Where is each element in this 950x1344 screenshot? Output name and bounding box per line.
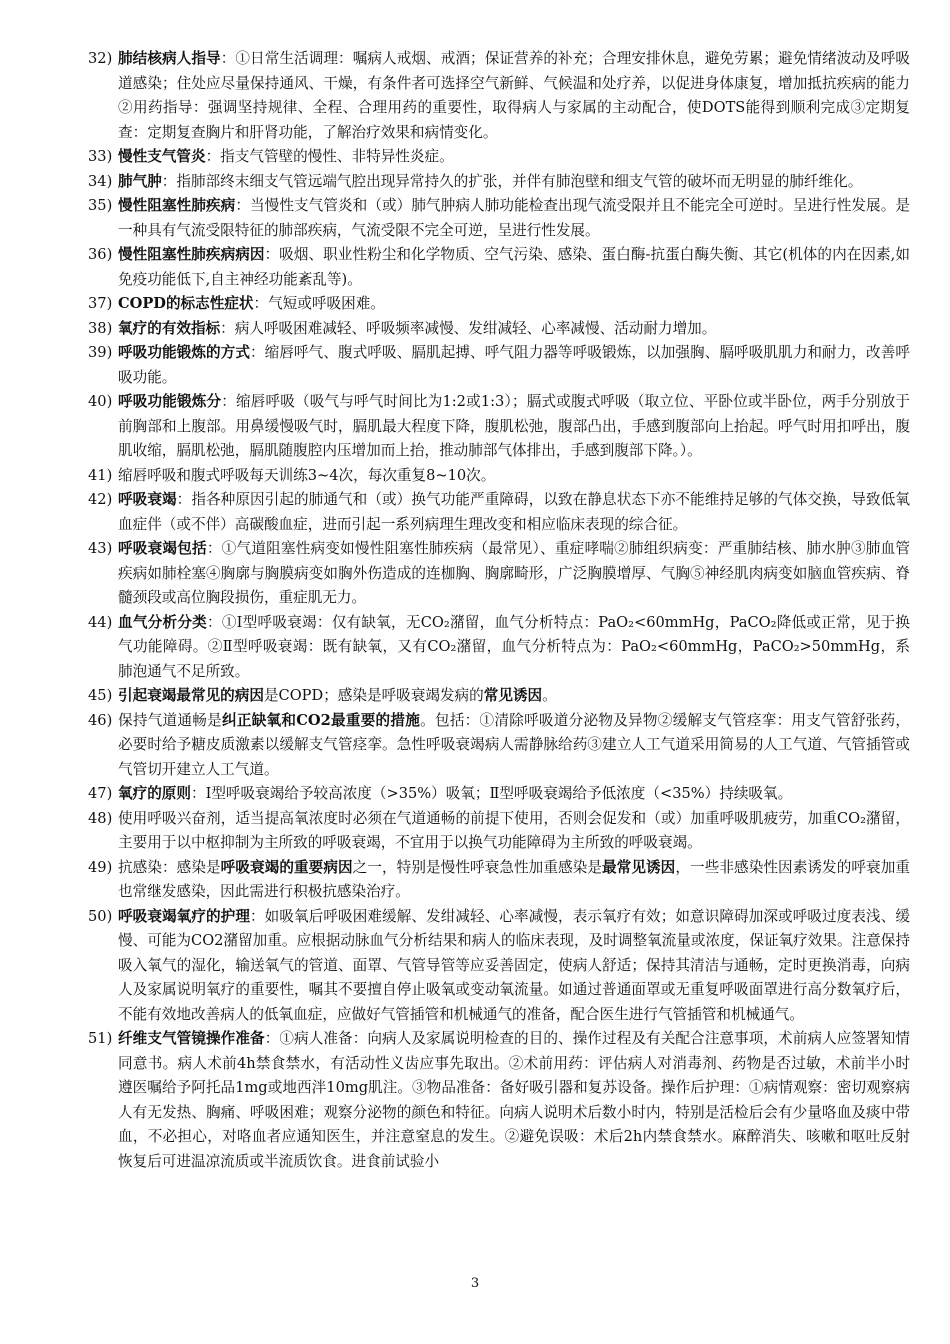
item-number: 40) (88, 393, 113, 410)
item-number: 47) (88, 785, 113, 802)
list-item (88, 194, 910, 243)
item-text (118, 488, 910, 537)
bold-term: 纤维支气管镜操作准备 (118, 1030, 265, 1047)
item-number: 45) (88, 687, 113, 704)
item-text (118, 782, 910, 807)
bold-term: 慢性阻塞性肺疾病病因 (118, 246, 265, 263)
item-text (118, 243, 910, 292)
item-number: 34) (88, 172, 113, 190)
item-text (118, 464, 910, 489)
bold-term: 呼吸功能锻炼的方式 (118, 344, 251, 361)
list-item (88, 537, 910, 611)
bold-term: 肺结核病人指导 (118, 50, 221, 67)
text-run: ：①日常生活调理：嘱病人戒烟、戒酒；保证营养的补充；合理安排休息，避免劳累；避免情绪波动及呼吸道感染；住处应尽量保持通风、干燥，有条件者可选择空气新鲜、气候温和处疗养，以促进身体康复，增加抵抗疾病的能力②用药指导：强调坚持规律、全程、合理用药的重要性，取得病人与家属的主动配合，使DOTS能得到顺利完成③定期复查：定期复查胸片和肝肾功能，了解治疗效果和病情变化。 (118, 50, 910, 141)
item-number: 37) (88, 295, 113, 312)
bold-term: 呼吸功能锻炼分 (118, 393, 222, 410)
bold-term: 慢性支气管炎 (118, 148, 206, 165)
item-text (118, 856, 910, 905)
page-number: 3 (470, 1276, 480, 1291)
bold-term: 常见诱因 (483, 687, 543, 704)
text-run: ：缩唇呼气、腹式呼吸、膈肌起搏、呼气阻力器等呼吸锻炼，以加强胸、膈呼吸肌肌力和耐力，改善呼吸功能。 (118, 344, 910, 386)
text-run: 使用呼吸兴奋剂，适当提高氧浓度时必须在气道通畅的前提下使用，否则会促发和（或）加重呼吸肌疲劳，加重CO₂潴留，主要用于以中枢抑制为主所致的呼吸衰竭，不宜用于以换气功能障碍为主所致的呼吸衰竭。 (118, 809, 910, 851)
item-number: 43) (88, 540, 113, 557)
list-item (88, 47, 910, 145)
item-number: 39) (88, 344, 113, 361)
text-run: 抗感染：感染是 (118, 858, 221, 876)
item-number: 33) (88, 148, 113, 165)
text-run: ：指各种原因引起的肺通气和（或）换气功能严重障碍，以致在静息状态下亦不能维持足够的气体交换，导致低氧血症伴（或不伴）高碳酸血症，进而引起一系列病理生理改变和相应临床表现的综合征。 (118, 491, 910, 533)
text-run: ：如吸氧后呼吸困难缓解、发绀减轻、心率减慢，表示氧疗有效；如意识障碍加深或呼吸过度表浅、缓慢、可能为CO2潴留加重。应根据动脉血气分析结果和病人的临床表现，及时调整氧流量或浓度，保证氧疗效果。注意保持吸入氧气的湿化，输送氧气的管道、面罩、气管导管等应妥善固定，使病人舒适；保持其清洁与通畅，定时更换消毒，向病人及家属说明氧疗的重要性，嘱其不要擅自停止吸氧或变动氧流量。如通过普通面罩或无重复呼吸面罩进行高分数氧疗后，不能有效地改善病人的低氧血症，应做好气管插管和机械通气的准备，配合医生进行气管插管和机械通气。 (118, 907, 910, 1023)
list-item (88, 170, 910, 195)
item-number: 38) (88, 319, 113, 337)
bold-term: 慢性阻塞性肺疾病 (118, 197, 236, 214)
item-text (118, 170, 910, 195)
list-item (88, 611, 910, 685)
item-text (118, 341, 910, 390)
item-number: 36) (88, 246, 113, 263)
item-text (118, 1027, 910, 1174)
item-number: 42) (88, 491, 113, 508)
item-number: 32) (88, 50, 113, 67)
text-run: 缩唇呼吸和腹式呼吸每天训练3~4次，每次重复8~10次。 (118, 466, 496, 484)
text-run: ：当慢性支气管炎和（或）肺气肿病人肺功能检查出现气流受限并且不能完全可逆时。呈进行性发展。是一种具有气流受限特征的肺部疾病，气流受限不完全可逆，呈进行性发展。 (118, 197, 910, 239)
text-run: 之一，特别是慢性呼衰急性加重感染是 (352, 858, 603, 876)
list-item (88, 292, 910, 317)
bold-term: 氧疗的有效指标 (118, 319, 221, 337)
list-item (88, 1027, 910, 1174)
item-number: 48) (88, 809, 113, 827)
bold-term: 最常见诱因 (602, 858, 676, 876)
text-run: ：Ⅰ型呼吸衰竭给予较高浓度（>35%）吸氧；Ⅱ型呼吸衰竭给予低浓度（<35%）持续吸氧。 (190, 785, 793, 802)
list-item (88, 390, 910, 464)
bold-term: 引起衰竭最常见的病因 (118, 687, 264, 704)
list-item (88, 856, 910, 905)
item-text (118, 292, 910, 317)
item-text (118, 317, 910, 342)
text-run: ：指肺部终末细支气管远端气腔出现异常持久的扩张，并伴有肺泡壁和细支气管的破坏而无明显的肺纤维化。 (161, 172, 863, 190)
numbered-list (88, 47, 910, 1174)
text-run: 保持气道通畅是 (118, 711, 222, 729)
list-item (88, 782, 910, 807)
bold-term: 纠正缺氧和CO2最重要的措施 (221, 711, 421, 729)
item-text (118, 47, 910, 145)
item-text (118, 611, 910, 685)
text-run: 是COPD；感染是呼吸衰竭发病的 (263, 687, 484, 704)
bold-term: 呼吸衰竭 (118, 491, 177, 508)
list-item (88, 145, 910, 170)
item-number: 46) (88, 711, 113, 729)
list-item (88, 905, 910, 1028)
list-item (88, 243, 910, 292)
item-number: 50) (88, 907, 113, 925)
text-run: 。包括：①清除呼吸道分泌物及异物②缓解支气管痉挛：用支气管舒张药，必要时给予糖皮质激素以缓解支气管痉挛。急性呼吸衰竭病人需静脉给药③建立人工气道采用简易的人工气道、气管插管或气管切开建立人工气道。 (118, 711, 910, 778)
list-item (88, 488, 910, 537)
item-text (118, 537, 910, 611)
text-run: ：①气道阻塞性病变如慢性阻塞性肺疾病（最常见）、重症哮喘②肺组织病变：严重肺结核、肺水肿③肺血管疾病如肺栓塞④胸廓与胸膜病变如胸外伤造成的连枷胸、胸廓畸形，广泛胸膜增厚、气胸⑤神经肌肉病变如脑血管疾病、脊髓颈段或高位胸段损伤，重症肌无力。 (118, 540, 910, 606)
item-number: 44) (88, 613, 113, 631)
bold-term: 氧疗的原则 (118, 785, 191, 802)
item-text (118, 709, 910, 783)
list-item (88, 684, 910, 709)
list-item (88, 317, 910, 342)
item-number: 41) (88, 466, 113, 484)
text-run: ：指支气管壁的慢性、非特异性炎症。 (205, 148, 454, 165)
text-run: ：病人呼吸困难减轻、呼吸频率减慢、发绀减轻、心率减慢、活动耐力增加。 (220, 319, 717, 337)
list-item (88, 709, 910, 783)
text-run: ：吸烟、职业性粉尘和化学物质、空气污染、感染、蛋白酶-抗蛋白酶失衡、其它(机体的内在因素,如免疫功能低下,自主神经功能紊乱等)。 (118, 246, 910, 288)
item-text (118, 145, 910, 170)
list-item (88, 464, 910, 489)
item-text (118, 684, 910, 709)
item-text (118, 905, 910, 1028)
bold-term: 血气分析分类 (118, 613, 208, 631)
item-text (118, 194, 910, 243)
text-run: ：缩唇呼吸（吸气与呼气时间比为1:2或1:3）；膈式或腹式呼吸（取立位、平卧位或半卧位，两手分别放于前胸部和上腹部。用鼻缓慢吸气时，膈肌最大程度下降，腹肌松弛，腹部凸出，手感到腹部向上抬起。呼气时用扣呼出，腹肌收缩，膈肌松弛，膈肌随腹腔内压增加而上抬，推动肺部气体排出，手感到腹部下降。）。 (118, 393, 910, 459)
bold-term: 呼吸衰竭氧疗的护理 (118, 907, 251, 925)
text-run: ：气短或呼吸困难。 (253, 295, 385, 312)
text-run: 。 (542, 687, 557, 704)
list-item (88, 807, 910, 856)
item-text (118, 807, 910, 856)
bold-term: 肺气肿 (118, 172, 162, 190)
text-run: ：①病人准备：向病人及家属说明检查的目的、操作过程及有关配合注意事项，术前病人应签署知情同意书。病人术前4h禁食禁水，有活动性义齿应事先取出。②术前用药：评估病人对消毒剂、药物是否过敏，术前半小时遵医嘱给予阿托品1mg或地西泮10mg肌注。③物品准备：备好吸引器和复苏设备。操作后护理：①病情观察：密切观察病人有无发热、胸痛、呼吸困难；观察分泌物的颜色和特征。向病人说明术后数小时内，特别是活检后会有少量咯血及痰中带血，不必担心，对咯血者应通知医生，并注意窒息的发生。②避免误吸：术后2h内禁食禁水。麻醉消失、咳嗽和呕吐反射恢复后可进温凉流质或半流质饮食。进食前试验小 (118, 1030, 910, 1170)
item-number: 51) (88, 1030, 113, 1047)
text-run: ：①Ⅰ型呼吸衰竭：仅有缺氧，无CO₂潴留，血气分析特点：PaO₂<60mmHg，PaCO₂降低或正常，见于换气功能障碍。②Ⅱ型呼吸衰竭：既有缺氧，又有CO₂潴留，血气分析特点为：PaO₂<60mmHg，PaCO₂>50mmHg，系肺泡通气不足所致。 (118, 613, 910, 680)
item-text (118, 390, 910, 464)
bold-term: 呼吸衰竭包括 (118, 540, 207, 557)
item-number: 49) (88, 858, 113, 876)
list-item (88, 341, 910, 390)
bold-term: 呼吸衰竭的重要病因 (220, 858, 353, 876)
item-number: 35) (88, 197, 113, 214)
bold-term: COPD的标志性症状 (118, 295, 254, 312)
text-run: ，一些非感染性因素诱发的呼衰加重也常继发感染，因此需进行积极抗感染治疗。 (118, 858, 910, 900)
